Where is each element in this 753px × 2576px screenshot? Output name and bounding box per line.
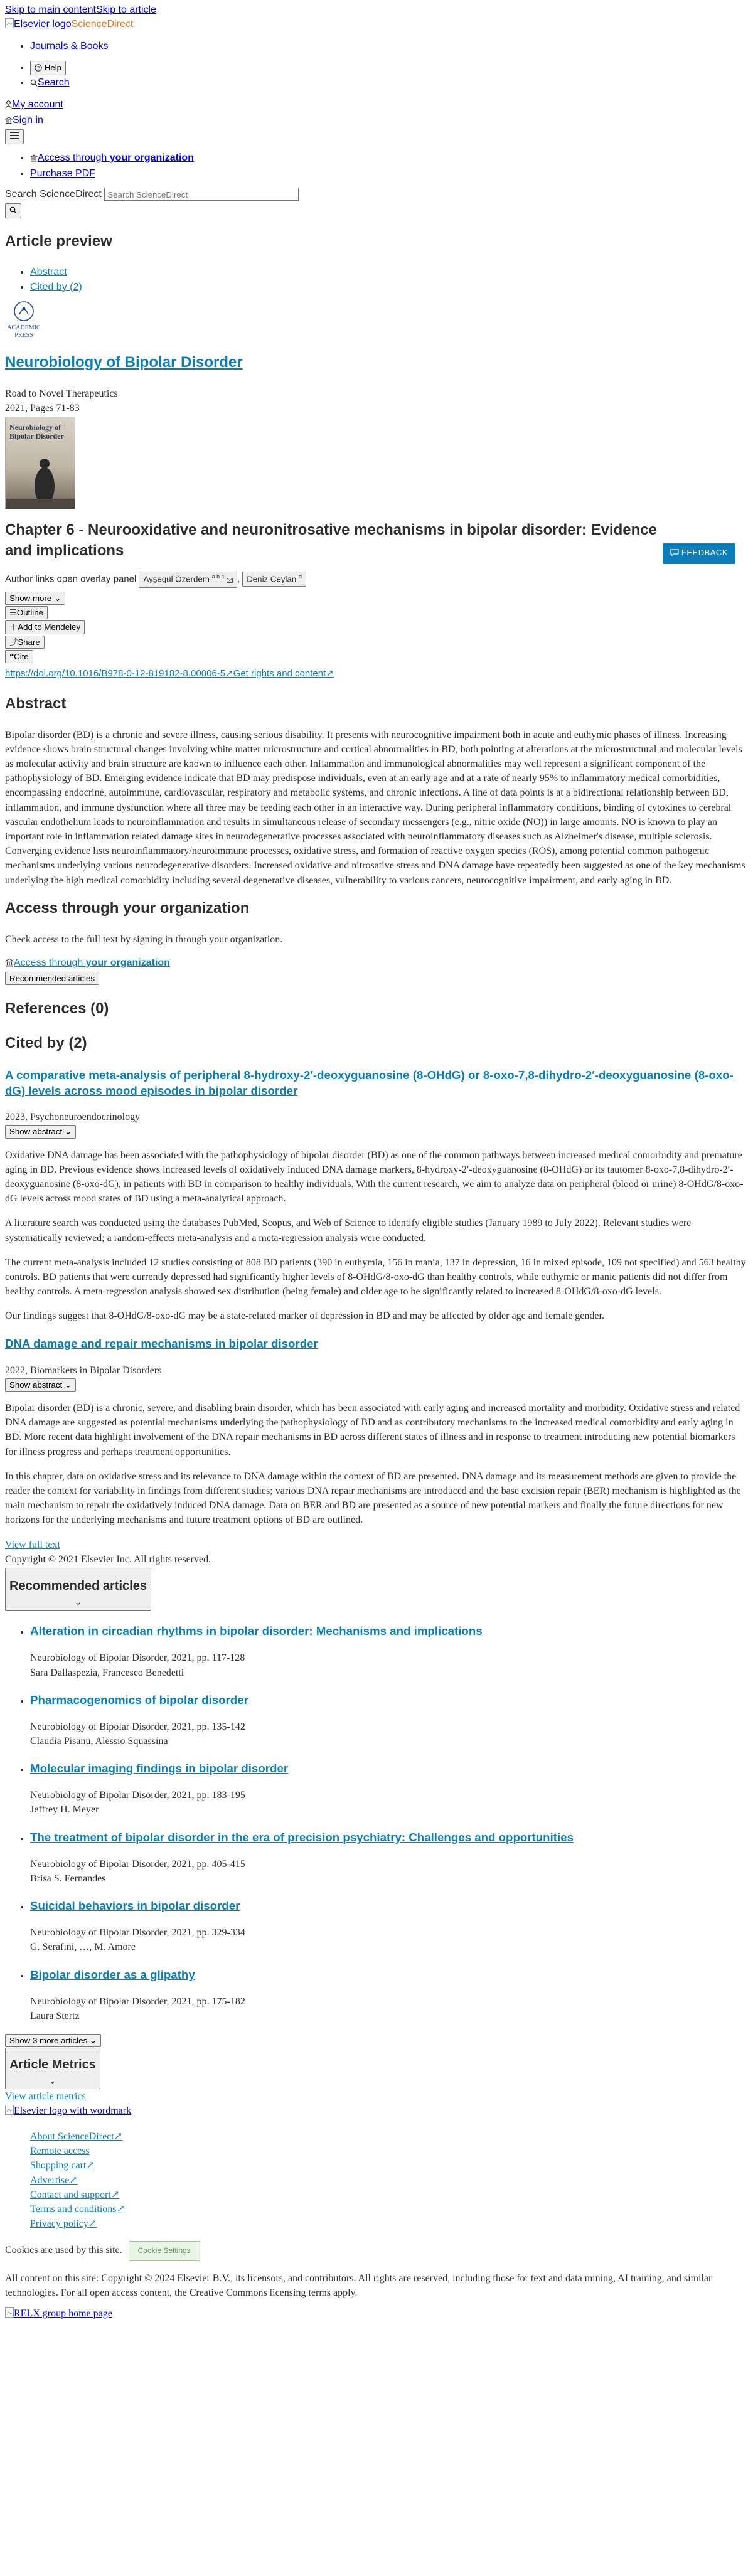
author-button-ozerdem[interactable]	[139, 572, 237, 588]
show-more-button[interactable]	[5, 592, 65, 605]
chat-icon	[670, 548, 679, 560]
cover-figure-icon	[6, 417, 75, 509]
access-through-label: Access through	[38, 152, 107, 163]
search-placeholder: Search ScienceDirect	[107, 190, 188, 200]
show-more-articles-label: Show 3 more articles	[9, 2036, 88, 2046]
cited-abstract-paragraph: A literature search was conducted using the databases PubMed, Scopus, and Web of Science to identify eligible studies (January 1989 to July 2022). Relevant studies were systematically reviewed; a random-effects meta-analysis and a meta-regression analysis were conducted.	[5, 1218, 692, 1243]
access-item	[30, 151, 748, 166]
sign-in-link[interactable]	[5, 115, 43, 125]
cover-title: Neurobiology of Bipolar Disorder	[9, 422, 64, 440]
references-heading: References (0)	[5, 1000, 109, 1018]
recommended-item-meta: Neurobiology of Bipolar Disorder, 2021, pp. 175-182	[30, 1996, 245, 2007]
recommended-item-link[interactable]: Pharmacogenomics of bipolar disorder	[30, 1693, 248, 1706]
show-abstract-label: Show abstract	[9, 1380, 63, 1390]
menu-row	[5, 129, 748, 144]
cited-item-title	[5, 1067, 748, 1099]
elsevier-logo-alt: Elsevier logo	[14, 19, 72, 30]
access-link-row	[5, 955, 748, 971]
footer-link-item	[30, 2144, 748, 2158]
access-org-link[interactable]	[5, 957, 170, 968]
recommended-item-title	[30, 1897, 748, 1914]
chevron-down-icon: ⌄	[53, 593, 61, 603]
svg-text:?: • ?	[36, 65, 40, 71]
rights-text: Get rights and content	[233, 668, 326, 679]
preview-link-item	[30, 265, 748, 279]
institution-icon	[30, 152, 38, 166]
outline-button[interactable]	[5, 606, 48, 619]
search-item	[30, 75, 748, 91]
recommended-section	[5, 1567, 748, 2048]
cite-button[interactable]	[5, 650, 33, 663]
recommended-item-authors: Sara Dallaspezia, Francesco Benedetti	[30, 1667, 184, 1678]
journal-title-link[interactable]: Neurobiology of Bipolar Disorder	[5, 353, 243, 371]
footer-links	[5, 2129, 748, 2231]
share-label: Share	[18, 637, 40, 647]
header-nav	[5, 39, 748, 53]
recommended-item-authors: Brisa S. Fernandes	[30, 1873, 106, 1884]
purchase-item	[30, 166, 748, 181]
recommended-item-title	[30, 1622, 748, 1639]
view-article-metrics-link[interactable]: View article metrics	[5, 2090, 86, 2102]
external-link-icon: ↗	[326, 668, 334, 679]
search-link[interactable]	[30, 77, 70, 88]
search-label-text: Search ScienceDirect	[5, 189, 102, 200]
search-submit-button[interactable]	[5, 203, 21, 218]
recommended-item	[30, 1829, 748, 1886]
chapter-actions	[5, 592, 748, 663]
recommended-item	[30, 1897, 748, 1954]
recommended-item	[30, 1622, 748, 1679]
publisher-logo-line1: ACADEMIC	[7, 324, 41, 331]
recommended-item-meta: Neurobiology of Bipolar Disorder, 2021, pp. 405-415	[30, 1858, 245, 1870]
article-preview-heading: Article preview	[5, 232, 112, 250]
my-account-link[interactable]	[5, 99, 63, 110]
copyright-text: Copyright © 2021 Elsevier Inc. All rights reserved.	[5, 1553, 211, 1565]
footer-link-item	[30, 2202, 748, 2217]
chevron-down-icon: ⌄	[64, 1127, 72, 1137]
envelope-icon	[227, 574, 233, 586]
footer-link-shopping-cart[interactable]	[30, 2160, 95, 2171]
recommended-item-link[interactable]: The treatment of bipolar disorder in the era of precision psychiatry: Challenges and opportunities	[30, 1830, 574, 1844]
cited-item-meta: 2023, Psychoneuroendocrinology	[5, 1112, 141, 1123]
publisher-logo[interactable]	[5, 301, 43, 339]
chevron-down-icon: ⌄	[89, 2036, 97, 2046]
my-account-label: My account	[12, 99, 63, 110]
footer-link-label: Terms and conditions	[30, 2203, 117, 2215]
cited-item	[5, 1336, 748, 1527]
access-through-org-link[interactable]	[30, 152, 194, 163]
recommended-item-meta: Neurobiology of Bipolar Disorder, 2021, pp. 329-334	[30, 1927, 245, 1939]
footer-link-terms[interactable]	[30, 2204, 125, 2215]
cited-by-section	[5, 1033, 748, 1567]
recommended-item-title	[30, 1829, 748, 1846]
cited-item-link[interactable]: A comparative meta-analysis of peripheral 8-hydroxy-2′-deoxyguanosine (8-OHdG) or 8-oxo-7,8-dihydro-2′-deoxyguanosine (8-oxo-dG) levels across mood episodes in bipolar disorder	[5, 1068, 734, 1097]
show-abstract-button[interactable]	[5, 1378, 76, 1392]
search-icon	[9, 206, 17, 216]
recommended-item-link[interactable]: Suicidal behaviors in bipolar disorder	[30, 1899, 240, 1913]
show-more-label: Show more	[9, 593, 52, 603]
chevron-down-icon: ⌄	[74, 1596, 82, 1607]
external-link-icon: ↗	[88, 2218, 97, 2230]
recommended-item-authors: Claudia Pisanu, Alessio Squassina	[30, 1736, 168, 1747]
footer-copyright: All content on this site: Copyright © 2024 Elsevier B.V., its licensors, and contributors. All rights are reserved, including those for text and data mining, AI training, and similar technologies. For all open access content, the Creative Commons licensing terms apply.	[5, 2272, 712, 2298]
doi-row	[5, 667, 748, 681]
footer-link-item	[30, 2158, 748, 2173]
cited-abstract-paragraph: Our findings suggest that 8-OHdG/8-oxo-dG may be a state-related marker of depression in BD and may be affected by older age and female gender.	[5, 1311, 604, 1322]
footer-link-label: Advertise	[30, 2174, 70, 2186]
article-metrics-toggle[interactable]	[5, 2048, 100, 2089]
metrics-heading: Article Metrics	[9, 2058, 96, 2072]
show-more-articles-button[interactable]	[5, 2034, 101, 2047]
abstract-link[interactable]: Abstract	[30, 267, 67, 278]
doi-text: https://doi.org/10.1016/B978-0-12-819182-8.00006-5	[5, 668, 226, 679]
author-button-ceylan[interactable]	[242, 572, 306, 587]
recommended-item-link[interactable]: Molecular imaging findings in bipolar disorder	[30, 1762, 289, 1775]
relx-link[interactable]	[5, 2308, 112, 2319]
show-abstract-label: Show abstract	[9, 1127, 63, 1137]
chapter-header	[5, 519, 748, 562]
menu-button[interactable]	[5, 129, 24, 144]
chevron-down-icon: ⌄	[64, 1380, 72, 1390]
cited-abstract-paragraph: Oxidative DNA damage has been associated with the pathophysiology of bipolar disorder (BD) as one of the common pathways between increased medical comorbidity and premature aging in BD. Previous evidence shows increased levels of oxidatively induced DNA damage markers, 8-hydroxy-2′-deoxyguanosine (8-OHdG) or its tautomer 8-oxo-7,8-dihydro-2′-deoxyguanosine (8-oxo-dG), in patients with BD in comparison to healthy individuals. With the current research, we aim to analyze data on peripheral (blood or urine) 8-OHdG/8-oxo-dG levels across mood states of BD using a meta-analytical approach.	[5, 1149, 744, 1205]
author-row: Author links open overlay panel Ayşegül Özerdem $^{a b c}$ , Deniz Ceylan $^d$	[5, 572, 748, 588]
hamburger-icon	[9, 131, 19, 142]
account-row	[5, 97, 748, 113]
footer-link-remote-access[interactable]: Remote access	[30, 2146, 90, 2157]
footer-link-label: About ScienceDirect	[30, 2131, 114, 2142]
cited-item	[5, 1067, 748, 1324]
recommended-item-meta: Neurobiology of Bipolar Disorder, 2021, pp. 183-195	[30, 1790, 245, 1801]
recommended-item-title	[30, 1760, 748, 1777]
broken-image-icon	[5, 18, 14, 33]
external-link-icon: ↗	[86, 2160, 95, 2171]
elsevier-logo-link[interactable]	[5, 19, 72, 29]
cookie-text: Cookies are used by this site.	[5, 2245, 122, 2256]
recommended-item-authors: Jeffrey H. Meyer	[30, 1804, 99, 1816]
your-organization-label: your organization	[109, 152, 194, 163]
external-link-icon: ↗	[225, 668, 233, 679]
footer-link-privacy[interactable]	[30, 2218, 97, 2229]
skip-to-main-link[interactable]: Skip to main content	[5, 4, 96, 15]
search-input[interactable]	[104, 188, 299, 201]
external-link-icon: ↗	[69, 2174, 78, 2186]
access-text: Check access to the full text by signing in through your organization.	[5, 934, 283, 945]
external-link-icon: ↗	[110, 2189, 120, 2200]
recommended-item-title	[30, 1691, 748, 1708]
help-icon	[35, 63, 42, 74]
author-panel-label: Author links open overlay panel	[5, 573, 137, 585]
journal-title	[5, 352, 748, 374]
access-link-label: Access through	[14, 957, 83, 968]
recommended-item	[30, 1760, 748, 1817]
abstract-text: Bipolar disorder (BD) is a chronic and severe illness, causing serious disability. It presents with neurocognitive impairment both in acute and euthymic phases of illness. Increasing evidence shows brain structural changes involving white matter microstructure and cortical abnormalities in BD, both pointing at alterations at the microstructural and molecular levels as molecular activity and brain structure are known to influence each other. Inflammation and immunological abnormalities may well represent a significant component of the pathophysiology of BD. Emerging evidence indicate that BD may predispose individuals, even at an early age and at a rate of nearly 95% to inflammatory medical comorbidities, encompassing endocrine, autoimmune, cardiovascular, respiratory and metabolic systems, and chronic infections. A line of data points is at a bidirectional relationship between BD, inflammation, and immune dysfunction where all three may be feeding each other in an interactive way. During peripheral inflammatory conditions, binding of cytokines to cerebral vascular endothelium leads to neuroinflammation and results in simultaneous release of secondary messengers (e.g., nitric oxide (NO)) in large amounts. NO is known to play an important role in inflammation related damage sites in neurodegenerative processes associated with neuroinflammatory diseases such as Alzheimer's disease, multiple sclerosis. Converging evidence lists neuroinflammatory/neuroimmune processes, oxidative stress, and formation of reactive oxygen species (ROS), among potential common pathogenic mechanisms underlying various neurodegenerative disorders. Increased oxidative and nitrosative stress and DNA damage have repeatedly been suggested as one of the key mechanisms underlying the high medical comorbidity including several degenerative diseases, vulnerability to various cancers, neurocognitive impairment, and early aging in BD.	[5, 729, 745, 886]
institution-icon	[5, 114, 13, 129]
access-link-bold: your organization	[85, 957, 170, 968]
quote-icon: ❝	[9, 651, 14, 661]
publisher-emblem-icon	[13, 301, 35, 322]
outline-label: Outline	[16, 608, 44, 618]
purchase-pdf-link[interactable]: Purchase PDF	[30, 168, 96, 179]
access-list	[5, 151, 748, 181]
broken-image-icon	[5, 2105, 14, 2119]
cited-item-link[interactable]: DNA damage and repair mechanisms in bipolar disorder	[5, 1337, 318, 1351]
rights-link[interactable]	[233, 668, 334, 679]
recommended-articles-toggle[interactable]	[5, 1568, 151, 1611]
relx-alt: RELX group home page	[14, 2308, 112, 2319]
abstract-heading: Abstract	[5, 695, 67, 712]
cited-item-meta: 2022, Biomarkers in Bipolar Disorders	[5, 1365, 162, 1376]
add-to-mendeley-button[interactable]	[5, 620, 85, 634]
doi-link[interactable]	[5, 668, 233, 679]
recommended-item-authors: G. Serafini, …, M. Amore	[30, 1942, 136, 1953]
access-section	[5, 898, 748, 986]
journals-books-link[interactable]: Journals & Books	[30, 41, 109, 52]
chapter-title: Chapter 6 - Neurooxidative and neuronitrosative mechanisms in bipolar disorder: Evidence and implications	[5, 521, 657, 560]
help-label: Help	[44, 62, 62, 72]
cited-item-title	[5, 1336, 748, 1351]
cited-by-link[interactable]: Cited by (2)	[30, 281, 82, 292]
cookie-row	[5, 2241, 748, 2260]
recommended-item-title	[30, 1966, 748, 1983]
cited-abstract-paragraph: The current meta-analysis included 12 studies consisting of 808 BD patients (390 in euthymia, 156 in mania, 137 in depression, 16 in mixed episode, 109 not specified) and 563 healthy controls. BD patients that were currently depressed had significantly higher levels of 8-OHdG/8-oxo-dG than healthy controls, while euthymic or manic patients did not differ from healthy controls. A meta-regression analysis showed sex distribution (being female) and older age to be significantly related to increased 8-OHdG/8-oxo-dG levels.	[5, 1257, 746, 1297]
cite-label: Cite	[14, 651, 29, 661]
cited-by-heading: Cited by (2)	[5, 1034, 87, 1051]
person-icon	[5, 98, 12, 113]
recommended-heading: Recommended articles	[9, 1578, 147, 1593]
footer-link-label: Privacy policy	[30, 2218, 88, 2230]
access-heading: Access through your organization	[5, 899, 250, 917]
sciencedirect-brand[interactable]: ScienceDirect	[71, 19, 134, 30]
sign-in-row	[5, 113, 748, 129]
search-form	[5, 187, 748, 201]
preview-link-item	[30, 280, 748, 294]
recommended-articles-button[interactable]: Recommended articles	[5, 972, 99, 985]
footer-link-contact[interactable]	[30, 2190, 119, 2200]
chevron-down-icon: ⌄	[49, 2075, 56, 2086]
external-link-icon: ↗	[116, 2203, 125, 2215]
publisher-logo-line2: PRESS	[14, 331, 33, 339]
recommended-item-link[interactable]: Alteration in circadian rhythms in bipolar disorder: Mechanisms and implications	[30, 1624, 483, 1638]
search-submit-row	[5, 203, 748, 218]
search-icon	[30, 77, 38, 91]
article-preview-links	[5, 265, 748, 294]
skip-to-article-link[interactable]: Skip to article	[95, 4, 157, 15]
sign-in-label: Sign in	[13, 115, 43, 126]
list-icon: ☰	[9, 608, 17, 618]
external-link-icon: ↗	[114, 2131, 123, 2142]
elsevier-wordmark-alt: Elsevier logo with wordmark	[14, 2105, 132, 2116]
footer-link-label: Shopping cart	[30, 2160, 87, 2171]
view-full-text-row	[5, 1538, 748, 1552]
author-name: Deniz Ceylan	[247, 574, 297, 584]
show-abstract-button[interactable]	[5, 1125, 76, 1138]
help-button[interactable]	[30, 61, 66, 75]
author-name: Ayşegül Özerdem	[143, 574, 210, 584]
feedback-label: FEEDBACK	[681, 547, 728, 557]
plus-icon: ＋	[9, 622, 18, 632]
author-affiliation-sup: d	[298, 573, 302, 580]
recommended-item	[30, 1691, 748, 1748]
footer-link-item	[30, 2129, 748, 2144]
header-logo-row	[5, 17, 748, 33]
book-subtitle: Road to Novel Therapeutics	[5, 388, 118, 399]
help-item	[30, 60, 748, 75]
footer	[5, 2104, 748, 2322]
share-icon: ⤴	[9, 637, 18, 647]
footer-link-label: Contact and support	[30, 2189, 111, 2200]
recommended-item-meta: Neurobiology of Bipolar Disorder, 2021, pp. 135-142	[30, 1721, 245, 1732]
book-cover[interactable]	[5, 417, 75, 509]
recommended-list	[5, 1622, 748, 2023]
header-tools	[5, 60, 748, 91]
skip-links	[5, 0, 748, 17]
cookie-settings-button[interactable]: Cookie Settings	[129, 2241, 200, 2260]
institution-icon	[5, 957, 14, 971]
add-mendeley-label: Add to Mendeley	[18, 622, 81, 632]
abstract-section	[5, 693, 748, 888]
view-full-text-link[interactable]: View full text	[5, 1539, 60, 1550]
recommended-item	[30, 1966, 748, 2023]
footer-link-about[interactable]	[30, 2131, 122, 2142]
nav-item-journals-books	[30, 39, 748, 53]
footer-link-item	[30, 2217, 748, 2231]
share-button[interactable]	[5, 636, 45, 649]
footer-link-advertise[interactable]	[30, 2175, 78, 2186]
broken-image-icon	[5, 2307, 14, 2322]
recommended-item-meta: Neurobiology of Bipolar Disorder, 2021, pp. 117-128	[30, 1653, 245, 1664]
footer-link-item	[30, 2188, 748, 2202]
cited-abstract-paragraph: Bipolar disorder (BD) is a chronic, severe, and disabling brain disorder, which has been associated with early aging and increased mortality and morbidity. Oxidative stress and related DNA damage are suggested as potential mechanisms underlying the pathophysiology of BD and as contributory mechanisms to the increased medical comorbidity and early aging in BD. More recent data highlight involvement of the DNA repair mechanisms in BD across different states of illness and in response to treatment introducing new potential biomarkers for illness progress and perhaps treatment opportunities.	[5, 1403, 740, 1457]
book-year-pages: 2021, Pages 71-83	[5, 402, 80, 413]
elsevier-wordmark-link[interactable]	[5, 2105, 131, 2116]
cited-abstract-paragraph: In this chapter, data on oxidative stress and its relevance to DNA damage within the context of BD are presented. DNA damage and its measurement methods are given to provide the reader the context for variability in findings from different studies; various DNA repair mechanisms are introduced and the base excision repair (BER) mechanism is highlighted as the main mechanism to repair the oxidatively induced DNA damage. Data on BER and BD are presented as a source of new potential markers and finally the future directions for new horizons for the underlying mechanisms and future treatment options of BD are outlined.	[5, 1471, 741, 1526]
recommended-item-link[interactable]: Bipolar disorder as a glipathy	[30, 1967, 195, 1981]
search-label: Search	[38, 77, 70, 88]
author-affiliation-sup: a b c	[211, 573, 225, 580]
footer-link-item	[30, 2173, 748, 2188]
recommended-item-authors: Laura Stertz	[30, 2010, 80, 2021]
feedback-button[interactable]	[663, 543, 735, 564]
metrics-section	[5, 2048, 748, 2103]
